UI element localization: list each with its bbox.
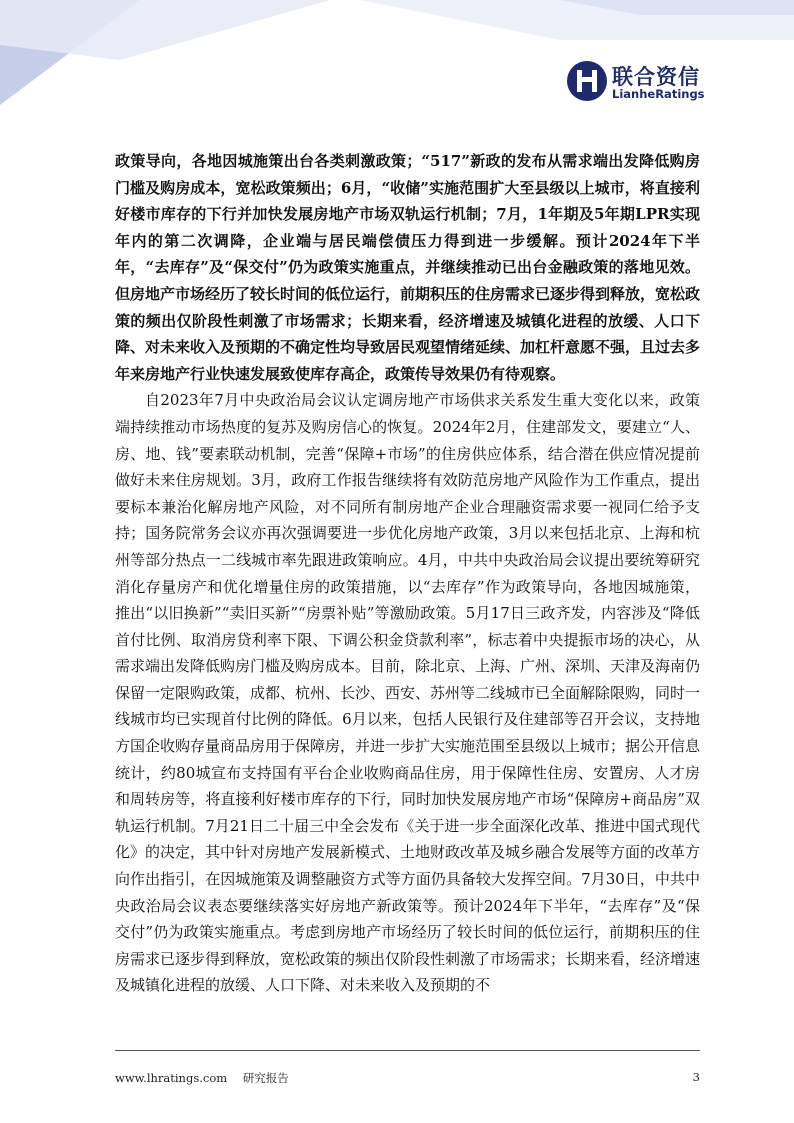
footer-info (115, 1070, 289, 1086)
company-logo (566, 60, 716, 108)
summary-paragraph: 政策导向，各地因城施策出台各类刺激政策；“517”新政的发布从需求端出发降低购房门槛及购房成本，宽松政策频出；6月，“收储”实施范围扩大至县级以上城市，将直接利好楼市库存的下行并加快发展房地产市场双轨运行机制；7月，1年期及5年期LPR实现年内的第二次调降，企业端与居民端偿债压力得到进一步缓解。预计2024年下半年，“去库存”及“保交付”仍为政策实施重点，并继续推动已出台金融政策的落地见效。但房地产市场经历了较长时间的低位运行，前期积压的住房需求已逐步得到释放，宽松政策的频出仅阶段性刺激了市场需求；长期来看，经济增速及城镇化进程的放缓、人口下降、对未来收入及预期的不确定性均导致居民观望情绪延续、加杠杆意愿不强，且过去多年来房地产行业快速发展致使库存高企，政策传导效果仍有待观察。 (115, 152, 701, 383)
logo-name-en: LianheRatings (612, 87, 705, 101)
report-body (115, 148, 700, 999)
logo-name-cn: 联合资信 (612, 65, 700, 89)
lianhe-logo-icon (566, 60, 608, 102)
footer-website-link[interactable]: www.lhratings.com (115, 1071, 228, 1085)
footer-report-type: 研究报告 (242, 1071, 289, 1085)
main-paragraph: 自2023年7月中央政治局会议认定调房地产市场供求关系发生重大变化以来，政策端持续推动市场热度的复苏及购房信心的恢复。2024年2月，住建部发文，要建立“人、房、地、钱”要素联动机制，完善“保障+市场”的住房供应体系，结合潜在供应情况提前做好未来住房规划。3月，政府工作报告继续将有效防范房地产风险作为工作重点，提出要标本兼治化解房地产风险，对不同所有制房地产企业合理融资需求要一视同仁给予支持；国务院常务会议亦再次强调要进一步优化房地产政策，3月以来包括北京、上海和杭州等部分热点一二线城市率先跟进政策响应。4月，中共中央政治局会议提出要统筹研究消化存量房产和优化增量住房的政策措施，以“去库存”作为政策导向，各地因城施策，推出“以旧换新”“卖旧买新”“房票补贴”等激励政策。5月17日三政齐发，内容涉及“降低首付比例、取消房贷利率下限、下调公积金贷款利率”，标志着中央提振市场的决心，从需求端出发降低购房门槛及购房成本。目前，除北京、上海、广州、深圳、天津及海南仍保留一定限购政策，成都、杭州、长沙、西安、苏州等二线城市已全面解除限购，同时一线城市均已实现首付比例的降低。6月以来，包括人民银行及住建部等召开会议，支持地方国企收购存量商品房用于保障房，并进一步扩大实施范围至县级以上城市；据公开信息统计，约80城宣布支持国有平台企业收购商品住房，用于保障性住房、安置房、人才房和周转房等，将直接利好楼市库存的下行，同时加快发展房地产市场“保障房+商品房”双轨运行机制。7月21日二十届三中全会发布《关于进一步全面深化改革、推进中国式现代化》的决定，其中针对房地产发展新模式、土地财政改革及城乡融合发展等方面的改革方向作出指引，在因城施策及调整融资方式等方面仍具备较大发挥空间。7月30日，中共中央政治局会议表态要继续落实好房地产新政策等。预计2024年下半年，“去库存”及“保交付”仍为政策实施重点。考虑到房地产市场经历了较长时间的低位运行，前期积压的住房需求已逐步得到释放，宽松政策的频出仅阶段性刺激了市场需求；长期来看，经济增速及城镇化进程的放缓、人口下降、对未来收入及预期的不 (115, 391, 701, 995)
page-number: 3 (692, 1070, 700, 1084)
footer-divider (115, 1050, 700, 1051)
